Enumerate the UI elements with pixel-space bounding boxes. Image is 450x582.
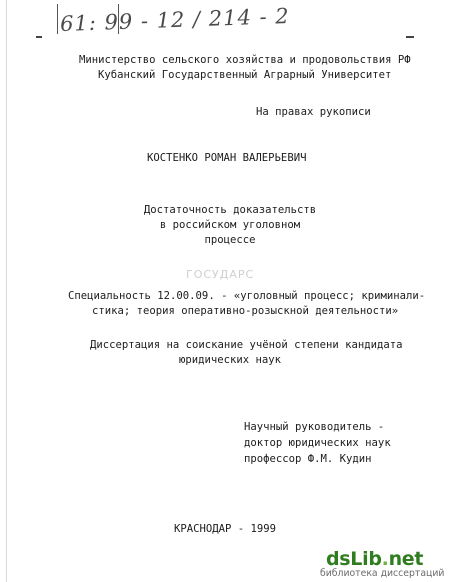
ministry-line: Министерство сельского хозяйства и продовольствия РФ — [79, 54, 411, 66]
supervisor-line-1: Научный руководитель - — [244, 421, 385, 433]
faint-stamp: ГОСУДАРС — [186, 268, 255, 281]
city-year: КРАСНОДАР - 1999 — [174, 523, 277, 535]
title-line-3: процессе — [204, 234, 256, 246]
dslib-watermark[interactable] — [320, 548, 450, 582]
watermark-subtitle: библиотека диссертаций — [320, 568, 445, 579]
margin-mark-right — [406, 36, 414, 38]
archive-code: 61: 99 - 12 / 214 - 2 — [59, 3, 291, 37]
specialty-line-2: стика; теория оперативно-розыскной деятельности» — [92, 305, 399, 317]
logo-tld: net — [388, 548, 424, 570]
author-name: КОСТЕНКО РОМАН ВАЛЕРЬЕВИЧ — [147, 152, 307, 164]
logo-main: dsLib — [326, 548, 382, 570]
dissertation-line-1: Диссертация на соискание учёной степени кандидата — [90, 339, 403, 351]
title-line-1: Достаточность доказательств — [143, 204, 317, 216]
rights-note: На правах рукописи — [256, 106, 371, 118]
scan-edge — [6, 0, 7, 582]
supervisor-line-2: доктор юридических наук — [244, 437, 391, 449]
dslib-logo — [326, 548, 423, 570]
margin-mark-left — [36, 36, 42, 38]
university-line: Кубанский Государственный Аграрный Университет — [98, 69, 392, 81]
title-line-2: в российском уголовном — [159, 219, 301, 231]
dissertation-line-2: юридических наук — [179, 354, 282, 366]
supervisor-line-3: профессор Ф.М. Кудин — [244, 453, 372, 465]
logo-dot: . — [381, 548, 389, 570]
specialty-line-1: Специальность 12.00.09. - «уголовный процесс; криминали- — [68, 290, 426, 302]
